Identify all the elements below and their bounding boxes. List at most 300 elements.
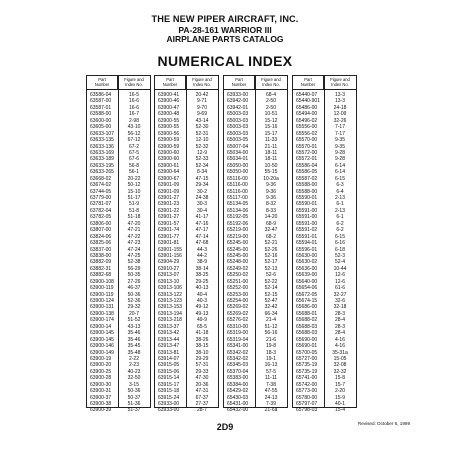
part-number: 63807-00 (90, 227, 112, 234)
part-number: 65384-00 (227, 381, 249, 388)
figure-index: 16-13 (264, 362, 278, 369)
part-number: 63900-37 (90, 394, 112, 401)
index-column (154, 75, 219, 414)
part-number: 65591-00 (296, 220, 318, 227)
figure-index: 18-11 (264, 156, 278, 163)
figure-index: 2-23 (128, 362, 139, 369)
part-number: 65640-00 (296, 278, 318, 285)
figure-index: 29-32 (127, 304, 141, 311)
figure-index: 6-4 (336, 188, 344, 195)
catalog-title: AIRPLANE PARTS CATALOG (166, 34, 284, 44)
figure-index-header: Figure and Index No. (192, 76, 212, 87)
figure-index: 4-16 (334, 336, 345, 343)
figure-index: 67-2 (128, 143, 139, 150)
figure-index: 13-3 (334, 92, 345, 98)
part-number: 63882-68 (90, 272, 112, 279)
part-number: 63900-47 (158, 104, 180, 111)
figure-index: 6-18 (334, 246, 345, 253)
figure-index: 28-7 (196, 407, 207, 414)
figure-index: 19-1 (265, 355, 276, 362)
figure-index: 49-13 (195, 310, 209, 317)
part-number: 65570-01 (296, 143, 318, 150)
part-number: 65253-00 (227, 291, 249, 298)
figure-index: 51-12 (264, 323, 278, 330)
part-number: 65116-00 (227, 182, 248, 189)
figure-index: 2-50 (265, 104, 276, 111)
figure-index: 55-15 (264, 169, 278, 176)
part-number: 65432-00 (227, 407, 249, 414)
figure-index: 52-6 (265, 272, 276, 279)
figure-index: 12-09 (333, 111, 347, 118)
figure-index: 38-14 (195, 265, 209, 272)
figure-index: 16-6 (128, 98, 139, 105)
figure-index: 52-17 (264, 259, 278, 266)
part-number: 65556-02 (296, 130, 318, 137)
part-number: 63913-07 (158, 272, 180, 279)
figure-index: 15-7 (334, 381, 345, 388)
company-name: THE NEW PIPER AIRCRAFT, INC. (151, 14, 299, 24)
figure-index: 2-13 (334, 207, 345, 214)
figure-index: 8-33 (265, 207, 276, 214)
part-number: 65587-02 (296, 175, 318, 182)
figure-index: 52-33 (195, 156, 209, 163)
figure-index: 21-6 (265, 336, 276, 343)
figure-index: 43-10 (127, 124, 141, 131)
part-number: 63901-09 (158, 182, 180, 189)
part-number: 65596-01 (296, 246, 318, 253)
figure-index: 4-16 (334, 343, 345, 350)
figure-index: 15-8 (334, 375, 345, 382)
figure-index: 35-46 (127, 336, 141, 343)
part-number: 65430-03 (227, 394, 249, 401)
part-number: 63913-194 (158, 310, 182, 317)
figure-index: 51-18 (127, 214, 141, 221)
part-number: 65003-03 (227, 124, 249, 131)
part-number: 63933-00 (227, 92, 249, 98)
figure-index: 32-18 (333, 304, 347, 311)
figure-index: 52-15 (264, 291, 278, 298)
part-number: 65276-02 (227, 317, 249, 324)
index-row (224, 407, 287, 413)
figure-index: 52-38 (127, 259, 141, 266)
figure-index-header: Figure and Index No. (124, 76, 144, 87)
index-column (223, 75, 288, 414)
part-number: 65486-00 (296, 104, 318, 111)
part-number: 65003-03 (227, 117, 249, 124)
part-number: 65654-06 (296, 285, 318, 292)
revision-date: Revised: October 6, 1999 (357, 421, 410, 426)
part-number: 65494-00 (296, 111, 318, 118)
figure-index: 7-17 (334, 124, 345, 131)
figure-index: 35-48 (127, 349, 141, 356)
figure-index: 32-47 (264, 227, 278, 234)
part-number: 65003-05 (227, 137, 249, 144)
part-number: 63904-29 (158, 259, 180, 266)
part-number: 63668-02 (90, 175, 112, 182)
part-number: 65249-02 (227, 265, 249, 272)
figure-index: 50-36 (127, 291, 141, 298)
figure-index: 44-2 (196, 252, 207, 259)
part-number: 63901-27 (158, 214, 180, 221)
part-number: 63900-19 (90, 355, 112, 362)
figure-index: 52-22 (264, 278, 278, 285)
part-number: 63837-00 (90, 246, 112, 253)
figure-index: 51-17 (127, 195, 141, 201)
figure-index: 27-37 (195, 401, 209, 407)
part-number: 65245-00 (227, 246, 249, 253)
part-number: 65192-06 (227, 220, 249, 227)
part-number: 65636-00 (296, 265, 318, 272)
figure-index: 15-17 (264, 130, 278, 137)
figure-index: 50-12 (127, 182, 141, 189)
figure-index: 47-30 (195, 375, 209, 382)
part-number: 63882-31 (90, 265, 112, 272)
part-number: 65050-00 (227, 162, 249, 169)
figure-index: 52-47 (264, 298, 278, 304)
part-number: 63900-20 (90, 362, 112, 369)
figure-index: 67-5 (128, 149, 139, 156)
part-number: 65591-02 (296, 227, 318, 234)
part-number: 65630-00 (296, 252, 318, 259)
part-number: 65007-04 (227, 143, 249, 150)
figure-index: 9-28 (334, 156, 345, 163)
part-number: 65250-02 (227, 272, 249, 279)
figure-index: 38-10 (195, 349, 209, 356)
part-number: 63806-00 (90, 220, 112, 227)
part-number: 65690-00 (296, 336, 318, 343)
part-number: 65588-00 (296, 188, 318, 195)
figure-index: 6-15 (334, 175, 345, 182)
figure-index: 32-08 (333, 362, 347, 369)
part-number: 63915-18 (158, 388, 180, 395)
figure-index: 43-14 (195, 117, 209, 124)
figure-index: 6-1 (336, 201, 344, 208)
figure-index: 40-1 (334, 401, 345, 407)
figure-index-header: Figure and Index No. (261, 76, 281, 87)
part-number: 65117-00 (227, 195, 248, 201)
figure-index: 47-23 (127, 240, 141, 247)
figure-index: 6-14 (334, 162, 345, 169)
figure-index: 47-24 (127, 246, 141, 253)
part-number: 63901-27 (158, 195, 180, 201)
figure-index: 24-13 (264, 394, 278, 401)
figure-index: 6-2 (336, 227, 344, 234)
part-number: 63913-10 (158, 278, 180, 285)
part-number: 63900-59 (158, 137, 180, 144)
figure-index: 52-36 (127, 298, 141, 304)
part-number: 65440-901 (296, 98, 320, 105)
figure-index: 56-16 (264, 330, 278, 337)
part-number: 63781-07 (90, 201, 112, 208)
figure-index: 56-8 (128, 162, 139, 169)
part-number: 65742-00 (296, 381, 318, 388)
part-number: 65251-00 (227, 278, 249, 285)
figure-index: 47-15 (195, 175, 209, 182)
part-number: 63913-106 (158, 285, 182, 292)
part-number: 63633-169 (90, 149, 114, 156)
part-number: 63915-05 (158, 362, 180, 369)
part-number: 63900-48 (158, 111, 180, 118)
figure-index: 56-29 (127, 265, 141, 272)
part-number: 65688-03 (296, 323, 318, 330)
part-number: 65310-00 (227, 323, 249, 330)
figure-index: 2-98 (128, 117, 139, 124)
figure-index: 57-5 (265, 368, 276, 375)
figure-index: 44-3 (196, 246, 207, 253)
figure-index: 9-36 (265, 188, 276, 195)
part-number: 65780-00 (296, 394, 318, 401)
figure-index: 30-4 (196, 207, 207, 214)
part-number: 63901-155 (158, 246, 182, 253)
part-number-header: Part Number (87, 76, 118, 89)
part-number: 63900-38 (90, 401, 112, 407)
figure-index: 6-14 (334, 169, 345, 176)
part-number: 65003-03 (227, 130, 249, 137)
part-number: 65370-04 (227, 368, 249, 375)
part-number: 65591-00 (296, 207, 318, 214)
part-number: 63901-74 (158, 227, 180, 234)
figure-index: 28-4 (334, 317, 345, 324)
figure-index: 52-14 (264, 285, 278, 292)
index-row (293, 407, 356, 413)
part-number: 63915-06 (158, 368, 180, 375)
part-number: 63901-81 (158, 240, 180, 247)
figure-index: 15-12 (264, 117, 278, 124)
column-divider (186, 76, 187, 407)
part-number: 65700-05 (296, 349, 318, 356)
figure-index: 10-50 (264, 162, 278, 169)
part-number: 63633-107 (90, 130, 114, 137)
figure-index: 9-36 (265, 195, 276, 201)
part-number: 65003-03 (227, 111, 249, 118)
figure-index: 38-25 (195, 272, 209, 279)
part-number: 63900-25 (90, 368, 112, 375)
part-number: 65797-07 (296, 401, 318, 407)
figure-index: 52-3 (334, 252, 345, 259)
part-number: 63588-00 (90, 111, 112, 118)
figure-index: 52-16 (264, 252, 278, 259)
part-number: 63901-57 (158, 220, 180, 227)
figure-index: 15-16 (264, 124, 278, 131)
part-number: 63900-28 (90, 375, 112, 382)
figure-index: 35-46 (127, 330, 141, 337)
part-number: 63900-31 (90, 388, 112, 395)
part-number: 63900-14 (90, 323, 112, 330)
figure-index: 9-35 (334, 143, 345, 150)
part-number: 65588-00 (296, 182, 318, 189)
part-number: 65688-03 (296, 330, 318, 337)
figure-index: 35-45 (127, 343, 141, 350)
figure-index: 56-12 (127, 130, 141, 137)
figure-index: 52-26 (264, 246, 278, 253)
part-number: 63933-00 (158, 407, 180, 414)
part-number: 63900-60 (158, 149, 180, 156)
figure-index: 40-4 (196, 291, 207, 298)
figure-index: 40-13 (195, 285, 209, 292)
figure-index: 50-37 (127, 394, 141, 401)
part-number: 65590-01 (296, 195, 318, 201)
figure-index: 6-2 (336, 220, 344, 227)
figure-index: 28-3 (334, 310, 345, 317)
figure-index: 40-3 (196, 298, 207, 304)
part-number: 63913-123 (158, 298, 182, 304)
part-number: 65383-00 (227, 375, 249, 382)
part-number: 65319-04 (227, 336, 249, 343)
part-number: 63824-06 (90, 233, 112, 240)
part-number: 65572-00 (296, 149, 318, 156)
part-number: 65050-00 (227, 169, 249, 176)
part-number-header: Part Number (293, 76, 324, 89)
figure-index: 29-25 (195, 278, 209, 285)
figure-index: 52-34 (195, 162, 209, 169)
figure-index: 20-36 (195, 381, 209, 388)
figure-index: 12-6 (334, 272, 345, 279)
figure-index: 12-9 (196, 149, 207, 156)
part-number: 63900-60 (158, 156, 180, 163)
part-number: 63942-00 (227, 98, 249, 105)
figure-index: 18-11 (264, 149, 278, 156)
figure-index: 20-22 (127, 175, 141, 182)
part-number: 65572-01 (296, 156, 318, 163)
figure-index: 18-3 (265, 349, 276, 356)
figure-index: 51-52 (127, 317, 141, 324)
part-number: 65034-01 (227, 156, 249, 163)
part-number: 63782-04 (90, 207, 112, 214)
figure-index: 9-71 (196, 98, 207, 105)
part-number: 63838-00 (90, 252, 112, 259)
part-number: 63900-55 (158, 124, 180, 131)
figure-index-header: Figure and Index No. (330, 76, 350, 87)
figure-index: 11-11 (264, 375, 278, 382)
figure-index: 6-15 (334, 233, 345, 240)
part-number: 65342-02 (227, 349, 249, 356)
figure-index: 20-42 (195, 92, 209, 98)
figure-index: 66-34 (264, 310, 278, 317)
part-number: 63782-05 (90, 214, 112, 221)
part-number: 63933-00 (158, 401, 180, 407)
part-number: 63901-23 (158, 201, 180, 208)
figure-index: 52-31 (195, 130, 209, 137)
part-number: 63882-09 (90, 259, 112, 266)
figure-index: 2-13 (334, 195, 345, 201)
part-number: 65556-00 (296, 124, 318, 131)
figure-index: 52-4 (334, 259, 345, 266)
page-number: 2D9 (216, 422, 234, 432)
figure-index: 16-5 (128, 92, 139, 98)
part-number: 65688-01 (296, 310, 318, 317)
figure-index: 6-16 (334, 240, 345, 247)
aircraft-model: PA-28-161 WARRIOR III (178, 24, 272, 35)
part-number: 65586-05 (296, 169, 318, 176)
figure-index: 21-11 (264, 143, 278, 150)
figure-index: 11-33 (264, 137, 278, 144)
figure-index: 50-36 (127, 388, 141, 395)
figure-index: 9-28 (334, 149, 345, 156)
part-number: 65429-02 (227, 388, 249, 395)
index-row (155, 407, 218, 413)
figure-index: 68-2 (265, 233, 276, 240)
part-number: 63900-124 (90, 298, 114, 304)
figure-index: 15-05 (333, 355, 347, 362)
figure-index: 21-6a (264, 407, 278, 414)
figure-index: 61-6 (334, 285, 345, 292)
figure-index: 6-1 (336, 214, 344, 221)
part-number: 63914-07 (158, 355, 180, 362)
figure-index: 68-4 (265, 92, 276, 98)
part-number: 65116-00 (227, 175, 248, 182)
part-number: 65741-00 (296, 375, 318, 382)
figure-index: 47-31 (195, 388, 209, 395)
part-number: 63913-42 (158, 330, 180, 337)
figure-index: 49-12 (195, 304, 209, 311)
part-number: 65219-00 (227, 233, 249, 240)
figure-index: 15-9 (334, 394, 345, 401)
figure-index: 65-5 (196, 323, 207, 330)
part-number: 65319-00 (227, 330, 249, 337)
part-number: 63913-153 (158, 304, 182, 311)
part-number: 63587-01 (90, 104, 112, 111)
part-number: 65252-00 (227, 285, 249, 292)
figure-index: 52-30 (195, 124, 209, 131)
figure-index: 12-10 (195, 137, 209, 144)
part-number: 65431-00 (227, 401, 249, 407)
figure-index: 7-17 (334, 130, 345, 137)
part-number: 63915-17 (158, 381, 180, 388)
part-number: 63633-195 (90, 162, 114, 169)
part-number: 65341-00 (227, 343, 249, 350)
figure-index: 15-10 (127, 188, 141, 195)
part-number-header: Part Number (155, 76, 186, 89)
part-number: 63633-189 (90, 156, 114, 163)
figure-index: 29-33 (195, 368, 209, 375)
part-number: 65686-00 (296, 304, 318, 311)
part-number: 63900-138 (90, 310, 114, 317)
figure-index: 9-35 (334, 137, 345, 144)
figure-index: 6-3 (336, 182, 344, 189)
column-divider (324, 76, 325, 407)
part-number: 63900-119 (90, 291, 114, 298)
index-column (292, 75, 357, 414)
figure-index: 49-9 (196, 317, 207, 324)
figure-index: 32-27 (333, 291, 347, 298)
figure-index: 2-20 (334, 388, 345, 395)
figure-index: 38-26 (195, 336, 209, 343)
part-number: 63900-30 (90, 381, 112, 388)
part-number: 63600-00 (90, 117, 112, 124)
figure-index: 47-55 (264, 388, 278, 395)
figure-index: 32-26 (333, 117, 347, 124)
figure-index: 47-14 (195, 233, 209, 240)
figure-index: 52-13 (264, 265, 278, 272)
figure-index: 14-20 (264, 214, 278, 221)
figure-index: 47-25 (127, 252, 141, 259)
part-number: 63915-24 (158, 394, 180, 401)
part-number: 63900-39 (90, 407, 112, 414)
figure-index: 30-2 (196, 188, 207, 195)
part-number: 63900-145 (90, 330, 114, 337)
figure-index: 10-51 (264, 111, 278, 118)
part-number: 65727-00 (296, 355, 318, 362)
part-number: 65570-00 (296, 137, 318, 144)
part-number: 65672-05 (296, 291, 318, 298)
figure-index: 43-13 (127, 323, 141, 330)
column-divider (118, 76, 119, 407)
figure-index: 32-32 (333, 368, 347, 375)
part-number: 63915-14 (158, 375, 180, 382)
part-number: 63586-04 (90, 92, 112, 98)
figure-index: 51-8 (128, 207, 139, 214)
part-number: 63900-149 (90, 349, 114, 356)
